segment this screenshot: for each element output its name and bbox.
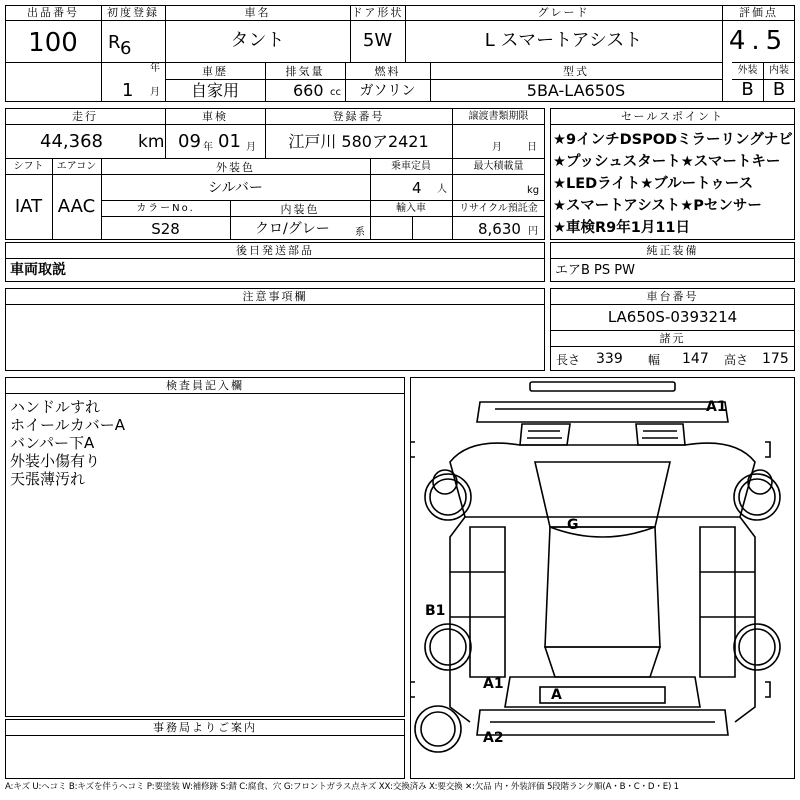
inspection-label: 車検 bbox=[202, 110, 228, 123]
mileage-label: 走行 bbox=[72, 110, 98, 123]
transfer-month-unit: 月 bbox=[492, 142, 502, 153]
import-label: 輸入車 bbox=[396, 203, 426, 214]
first-reg-month: 1 bbox=[122, 80, 134, 101]
ext-color-label: 外装色 bbox=[216, 161, 255, 174]
shift-label: シフト bbox=[13, 161, 44, 172]
door-right bbox=[700, 527, 735, 677]
ext-grade: B bbox=[741, 79, 754, 100]
body-side-right bbox=[735, 517, 755, 722]
spare-tire bbox=[415, 706, 461, 752]
type-label: 型式 bbox=[563, 65, 589, 78]
first-reg-label: 初度登録 bbox=[107, 6, 159, 19]
body-side-left bbox=[450, 517, 470, 722]
inspection-year: 09 bbox=[178, 131, 201, 152]
transfer-day-unit: 日 bbox=[527, 142, 537, 153]
lot-label: 出品番号 bbox=[27, 6, 79, 19]
sales-points-list bbox=[553, 128, 793, 238]
ext-color: シルバー bbox=[208, 180, 263, 196]
max-load-label: 最大積載量 bbox=[473, 161, 524, 172]
first-reg-year-unit: 年 bbox=[150, 63, 160, 74]
max-load-unit: kg bbox=[527, 185, 540, 196]
capacity-unit: 人 bbox=[437, 184, 447, 195]
equipment-title: 純正装備 bbox=[646, 244, 699, 257]
displacement: 660 bbox=[293, 81, 324, 100]
inspector-note-line: ハンドルすれ bbox=[10, 398, 101, 416]
inspector-title: 検査員記入欄 bbox=[166, 379, 244, 392]
inspector-note-line: バンパー下A bbox=[10, 434, 95, 452]
wheel-front-right bbox=[734, 474, 780, 520]
int-color: クロ/グレー bbox=[255, 221, 330, 237]
history: 自家用 bbox=[190, 81, 239, 100]
recycle-fee: 8,630 bbox=[478, 220, 521, 238]
inspector-note-line: ホイールカバーA bbox=[10, 416, 125, 434]
length-value: 339 bbox=[596, 351, 623, 367]
chassis-number: LA650S-0393214 bbox=[607, 308, 738, 326]
height-value: 175 bbox=[762, 351, 789, 367]
damage-mark-a1-front: A1 bbox=[706, 399, 727, 415]
width-value: 147 bbox=[682, 351, 709, 367]
capacity-label: 乗車定員 bbox=[391, 161, 431, 172]
int-label: 内装 bbox=[769, 65, 789, 76]
wheel-rear-right bbox=[734, 624, 780, 670]
int-color-label: 内装色 bbox=[280, 203, 320, 216]
recycle-label: リサイクル預託金 bbox=[459, 203, 538, 214]
rear-window bbox=[545, 647, 660, 677]
displacement-unit: cc bbox=[330, 87, 341, 98]
sales-point-line: ★車検R9年1月11日 bbox=[553, 220, 691, 236]
car-diagram bbox=[410, 377, 795, 779]
later-parts-title: 後日発送部品 bbox=[236, 244, 314, 257]
model-name-label: 車名 bbox=[244, 6, 271, 19]
wheel-front-left-inner bbox=[430, 479, 466, 515]
int-grade: B bbox=[772, 79, 786, 100]
shift: IAT bbox=[14, 196, 43, 217]
damage-mark-b1: B1 bbox=[425, 603, 446, 619]
displacement-label: 排気量 bbox=[285, 65, 325, 78]
ext-label: 外装 bbox=[737, 65, 758, 76]
inspector-notes bbox=[10, 396, 400, 486]
model-name: タント bbox=[230, 30, 285, 51]
sales-point-line: ★スマートアシスト★Pセンサー bbox=[553, 198, 762, 214]
damage-mark-a1-rear-side: A1 bbox=[483, 676, 504, 692]
plate-label: 登録番号 bbox=[332, 110, 385, 123]
lot-number: 100 bbox=[28, 28, 78, 58]
recycle-unit: 円 bbox=[528, 226, 538, 237]
door-left bbox=[470, 527, 505, 677]
color-no-label: カラーNo. bbox=[136, 203, 195, 214]
door-label: ドア形状 bbox=[351, 6, 404, 19]
damage-mark-a2: A2 bbox=[483, 730, 504, 746]
wheel-front-left bbox=[425, 474, 471, 520]
wheel-rear-left-inner bbox=[430, 629, 466, 665]
grade: L スマートアシスト bbox=[484, 30, 643, 51]
fuel: ガソリン bbox=[359, 83, 416, 99]
sales-points-title: セールスポイント bbox=[620, 110, 724, 123]
transfer-label: 譲渡書類期限 bbox=[468, 111, 529, 122]
history-label: 車歴 bbox=[202, 65, 228, 78]
length-label: 長さ bbox=[556, 353, 581, 367]
sales-point-line: ★LEDライト★ブルートゥース bbox=[553, 176, 754, 192]
score: 4.5 bbox=[728, 26, 789, 56]
front-bumper bbox=[477, 399, 728, 422]
inspection-month: 01 bbox=[218, 131, 241, 152]
wheel-rear-left bbox=[425, 624, 471, 670]
legend-text: A:キズ U:ヘコミ B:キズを伴うヘコミ P:要塗装 W:補修跡 S:錆 C:腐食、穴 G:フロントガラス点キズ XX:交換済み X:要交換 ✕:欠品 内・外装評価 5段階ランク順(A・B・C・D・E) 1 bbox=[5, 782, 679, 792]
notes-title: 注意事項欄 bbox=[242, 290, 308, 303]
equipment-text: エアB PS PW bbox=[555, 263, 635, 278]
roof bbox=[545, 527, 660, 647]
color-no: S28 bbox=[151, 220, 180, 238]
fuel-label: 燃料 bbox=[374, 65, 401, 78]
specs-title: 諸元 bbox=[659, 332, 686, 345]
sales-point-line: ★9インチDSPODミラーリングナビ bbox=[553, 132, 793, 148]
width-label: 幅 bbox=[648, 353, 661, 367]
spare-tire-inner bbox=[421, 712, 455, 746]
inspector-note-line: 外装小傷有り bbox=[10, 452, 101, 470]
front-light-left bbox=[520, 424, 570, 445]
inspector-note-line: 天張薄汚れ bbox=[10, 470, 86, 488]
ac: AAC bbox=[57, 196, 96, 217]
first-reg-year: 6 bbox=[120, 38, 132, 59]
inspection-year-unit: 年 bbox=[203, 142, 213, 153]
inspection-month-unit: 月 bbox=[246, 142, 256, 153]
height-label: 高さ bbox=[724, 353, 749, 367]
model-type: 5BA-LA650S bbox=[526, 81, 626, 100]
hood bbox=[450, 443, 755, 517]
later-parts-text: 車両取説 bbox=[10, 262, 66, 278]
grade-label: グレード bbox=[537, 6, 590, 19]
mileage: 44,368 bbox=[40, 131, 103, 152]
ac-label: エアコン bbox=[56, 161, 97, 172]
plate-number: 江戸川 580ア2421 bbox=[288, 132, 429, 151]
front-bumper-top bbox=[530, 382, 675, 391]
damage-mark-g: G bbox=[567, 517, 579, 533]
sales-point-line: ★プッシュスタート★スマートキー bbox=[553, 154, 781, 170]
damage-mark-a-rear: A bbox=[551, 687, 562, 703]
int-color-unit: 系 bbox=[355, 227, 365, 238]
office-notice-title: 事務局よりご案内 bbox=[153, 721, 257, 734]
wheel-front-right-inner bbox=[739, 479, 775, 515]
chassis-title: 車台番号 bbox=[646, 290, 699, 303]
capacity: 4 bbox=[412, 179, 422, 197]
first-reg-month-unit: 月 bbox=[150, 87, 160, 98]
mileage-unit: km bbox=[138, 132, 165, 152]
front-light-right bbox=[636, 424, 685, 445]
score-label: 評価点 bbox=[739, 6, 778, 19]
wheel-rear-right-inner bbox=[739, 629, 775, 665]
first-reg-era: R bbox=[108, 32, 121, 53]
door-type: 5W bbox=[362, 30, 393, 51]
